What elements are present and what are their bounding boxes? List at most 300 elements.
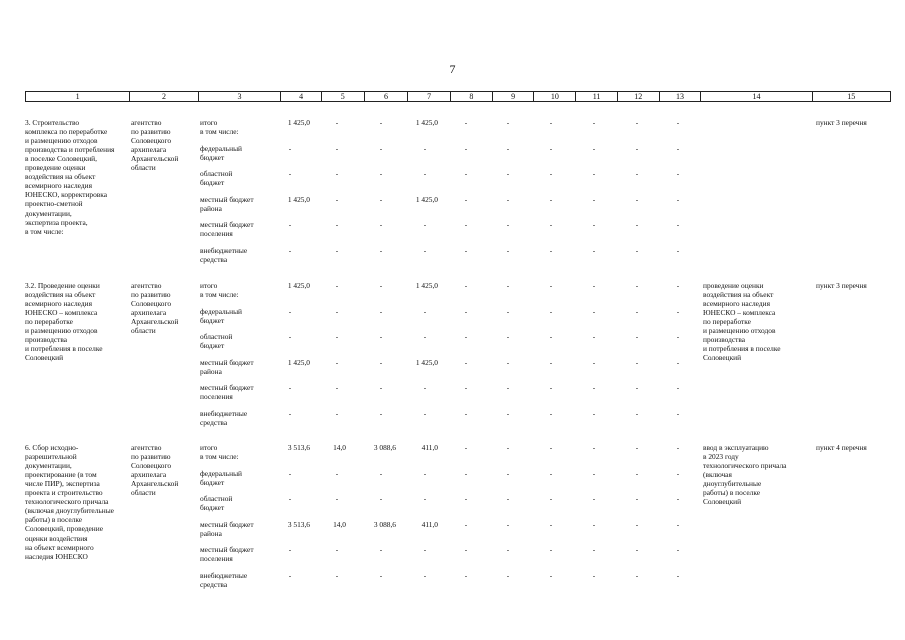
funding-source-line: местный бюджет — [200, 357, 254, 367]
empty-cell: - — [506, 357, 510, 367]
funding-source-line: итого — [200, 443, 218, 452]
value-cell-c7: 1 425,0 — [415, 357, 438, 367]
empty-cell: - — [676, 281, 680, 290]
value-cell-c5: - — [335, 194, 339, 204]
empty-cell: - — [506, 118, 510, 127]
header-col-4: 4 — [280, 92, 321, 101]
header-col-2: 2 — [129, 92, 198, 101]
agency-line: Архангельской — [131, 317, 179, 327]
result-line: проведение оценки — [703, 281, 764, 290]
empty-cell: - — [506, 194, 510, 204]
empty-cell: - — [549, 246, 553, 255]
value-cell-c4: 3 513,6 — [287, 443, 310, 452]
header-col-12: 12 — [617, 92, 659, 101]
value-cell-c5: - — [335, 383, 339, 393]
funding-source-line: района — [200, 366, 222, 376]
measure-name-line: всемирного наследия — [25, 181, 92, 191]
value-cell-c7: - — [423, 246, 427, 255]
empty-cell: - — [635, 246, 639, 255]
value-cell-c5: 14,0 — [333, 519, 346, 529]
funding-source-line: федеральный — [200, 306, 242, 316]
empty-cell: - — [506, 143, 510, 153]
measure-name-line: оценки воздействия — [25, 533, 88, 543]
empty-cell: - — [635, 169, 639, 179]
value-cell-c6: - — [379, 332, 383, 342]
value-cell-c5: - — [335, 357, 339, 367]
reference-cell: пункт 4 перечня — [816, 443, 867, 452]
measure-name-line: ЮНЕСКО – комплекса — [25, 308, 98, 318]
empty-cell: - — [506, 306, 510, 316]
result-line: (включая — [703, 470, 732, 480]
value-cell-c6: - — [379, 246, 383, 255]
empty-cell: - — [592, 220, 596, 230]
empty-cell: - — [592, 545, 596, 555]
measure-name-line: 3. Строительство — [25, 118, 80, 127]
funding-source-line: в том числе: — [200, 127, 239, 137]
value-cell-c5: 14,0 — [333, 443, 346, 452]
value-cell-c7: - — [423, 306, 427, 316]
funding-source-line: внебюджетные — [200, 409, 248, 418]
measure-name-line: в том числе: — [25, 226, 64, 236]
result-line: и потребления в поселке — [703, 344, 781, 354]
funding-source-line: района — [200, 528, 222, 538]
value-cell-c5: - — [335, 118, 339, 127]
value-cell-c6: 3 088,6 — [373, 443, 396, 452]
empty-cell: - — [549, 571, 553, 580]
value-cell-c4: 1 425,0 — [287, 194, 310, 204]
measure-name-line: комплекса по переработке — [25, 127, 108, 137]
value-cell-c7: - — [423, 409, 427, 418]
empty-cell: - — [676, 409, 680, 418]
empty-cell: - — [549, 306, 553, 316]
empty-cell: - — [676, 468, 680, 478]
measure-name-line: и размещению отходов — [25, 136, 98, 146]
funding-source-line: в том числе: — [200, 290, 239, 300]
measure-name-line: 6. Сбор исходно- — [25, 443, 79, 452]
empty-cell: - — [676, 383, 680, 393]
value-cell-c4: - — [288, 383, 292, 393]
measure-name-line: наследия ЮНЕСКО — [25, 551, 88, 561]
empty-cell: - — [506, 281, 510, 290]
value-cell-c5: - — [335, 220, 339, 230]
agency-line: по развитию — [131, 290, 171, 300]
measure-name-line: проектно-сметной — [25, 199, 83, 209]
empty-cell: - — [464, 118, 468, 127]
value-cell-c4: 1 425,0 — [287, 118, 310, 127]
header-col-15: 15 — [812, 92, 890, 101]
funding-source-line: федеральный — [200, 468, 242, 478]
value-cell-c6: - — [379, 118, 383, 127]
empty-cell: - — [635, 571, 639, 580]
measure-name-line: числе ПИР), экспертиза — [25, 479, 100, 489]
header-col-5: 5 — [321, 92, 364, 101]
empty-cell: - — [635, 519, 639, 529]
result-line: воздействия на объект — [703, 290, 774, 300]
empty-cell: - — [464, 332, 468, 342]
agency-line: агентство — [131, 281, 162, 290]
empty-cell: - — [635, 118, 639, 127]
empty-cell: - — [549, 357, 553, 367]
empty-cell: - — [464, 494, 468, 504]
empty-cell: - — [676, 357, 680, 367]
measure-name-line: воздействия на объект — [25, 290, 96, 300]
empty-cell: - — [464, 571, 468, 580]
funding-source-line: поселения — [200, 392, 233, 402]
agency-line: архипелага — [131, 470, 167, 480]
value-cell-c4: - — [288, 494, 292, 504]
agency-line: Соловецкого — [131, 136, 172, 146]
empty-cell: - — [676, 169, 680, 179]
empty-cell: - — [549, 194, 553, 204]
empty-cell: - — [592, 306, 596, 316]
measure-name-line: воздействия на объект — [25, 172, 96, 182]
empty-cell: - — [635, 357, 639, 367]
reference-cell: пункт 3 перечня — [816, 118, 867, 127]
value-cell-c5: - — [335, 332, 339, 342]
empty-cell: - — [592, 519, 596, 529]
empty-cell: - — [635, 332, 639, 342]
empty-cell: - — [635, 383, 639, 393]
header-col-9: 9 — [492, 92, 534, 101]
value-cell-c4: - — [288, 571, 292, 580]
empty-cell: - — [676, 332, 680, 342]
measure-name-line: Соловецкий — [25, 353, 64, 363]
empty-cell: - — [549, 332, 553, 342]
value-cell-c6: - — [379, 357, 383, 367]
value-cell-c4: - — [288, 143, 292, 153]
value-cell-c5: - — [335, 281, 339, 290]
funding-source-line: местный бюджет — [200, 194, 254, 204]
agency-line: архипелага — [131, 308, 167, 318]
empty-cell: - — [464, 306, 468, 316]
empty-cell: - — [592, 571, 596, 580]
result-line: технологического причала — [703, 461, 787, 471]
funding-source-line: бюджет — [200, 152, 225, 162]
measure-name-line: всемирного наследия — [25, 299, 92, 309]
value-cell-c7: - — [423, 332, 427, 342]
empty-cell: - — [549, 519, 553, 529]
empty-cell: - — [676, 306, 680, 316]
value-cell-c4: - — [288, 220, 292, 230]
measure-name-line: по переработке — [25, 317, 73, 327]
value-cell-c4: 1 425,0 — [287, 281, 310, 290]
table-header-row — [25, 91, 891, 102]
empty-cell: - — [592, 357, 596, 367]
empty-cell: - — [464, 246, 468, 255]
measure-name-line: и потребления в поселке — [25, 344, 103, 354]
value-cell-c7: 1 425,0 — [415, 194, 438, 204]
value-cell-c4: - — [288, 246, 292, 255]
value-cell-c4: - — [288, 409, 292, 418]
result-line: в 2023 году — [703, 452, 739, 462]
agency-line: Соловецкого — [131, 299, 172, 309]
empty-cell: - — [676, 220, 680, 230]
agency-line: по развитию — [131, 452, 171, 462]
value-cell-c6: - — [379, 281, 383, 290]
funding-source-line: бюджет — [200, 477, 225, 487]
empty-cell: - — [592, 169, 596, 179]
value-cell-c7: - — [423, 571, 427, 580]
value-cell-c6: - — [379, 494, 383, 504]
empty-cell: - — [464, 443, 468, 452]
value-cell-c7: - — [423, 383, 427, 393]
measure-name-line: экспертиза проекта, — [25, 217, 88, 227]
empty-cell: - — [676, 519, 680, 529]
value-cell-c7: - — [423, 220, 427, 230]
empty-cell: - — [506, 545, 510, 555]
empty-cell: - — [676, 246, 680, 255]
funding-source-line: средства — [200, 255, 228, 265]
result-line: работы) в поселке — [703, 488, 761, 498]
empty-cell: - — [549, 169, 553, 179]
empty-cell: - — [592, 383, 596, 393]
funding-source-line: бюджет — [200, 341, 225, 351]
empty-cell: - — [464, 143, 468, 153]
funding-source-line: областной — [200, 494, 233, 504]
empty-cell: - — [506, 169, 510, 179]
result-line: и размещению отходов — [703, 326, 776, 336]
funding-source-line: средства — [200, 580, 228, 590]
result-line: по переработке — [703, 317, 751, 327]
measure-name-line: ЮНЕСКО, корректировка — [25, 190, 108, 200]
empty-cell: - — [549, 409, 553, 418]
measure-name-line: документации, — [25, 461, 72, 471]
empty-cell: - — [464, 383, 468, 393]
value-cell-c7: 411,0 — [421, 443, 438, 452]
value-cell-c7: 1 425,0 — [415, 281, 438, 290]
empty-cell: - — [506, 383, 510, 393]
empty-cell: - — [549, 494, 553, 504]
header-col-8: 8 — [450, 92, 492, 101]
funding-source-line: внебюджетные — [200, 571, 248, 580]
funding-source-line: бюджет — [200, 503, 225, 513]
empty-cell: - — [635, 220, 639, 230]
empty-cell: - — [464, 468, 468, 478]
header-col-14: 14 — [700, 92, 811, 101]
value-cell-c6: - — [379, 468, 383, 478]
value-cell-c4: 1 425,0 — [287, 357, 310, 367]
empty-cell: - — [635, 143, 639, 153]
empty-cell: - — [506, 519, 510, 529]
funding-source-line: поселения — [200, 554, 233, 564]
value-cell-c5: - — [335, 571, 339, 580]
empty-cell: - — [592, 409, 596, 418]
empty-cell: - — [635, 306, 639, 316]
empty-cell: - — [676, 494, 680, 504]
header-col-3: 3 — [198, 92, 280, 101]
funding-source-line: внебюджетные — [200, 246, 248, 255]
value-cell-c6: 3 088,6 — [373, 519, 396, 529]
empty-cell: - — [549, 443, 553, 452]
empty-cell: - — [676, 143, 680, 153]
funding-source-line: федеральный — [200, 143, 242, 153]
empty-cell: - — [635, 281, 639, 290]
agency-line: Архангельской — [131, 154, 179, 164]
empty-cell: - — [676, 194, 680, 204]
empty-cell: - — [592, 332, 596, 342]
agency-line: агентство — [131, 118, 162, 127]
empty-cell: - — [676, 571, 680, 580]
empty-cell: - — [506, 443, 510, 452]
empty-cell: - — [464, 169, 468, 179]
empty-cell: - — [592, 194, 596, 204]
measure-name-line: разрешительной — [25, 452, 77, 462]
empty-cell: - — [635, 409, 639, 418]
funding-source-line: в том числе: — [200, 452, 239, 462]
value-cell-c7: - — [423, 169, 427, 179]
empty-cell: - — [506, 571, 510, 580]
empty-cell: - — [676, 443, 680, 452]
empty-cell: - — [635, 468, 639, 478]
funding-source-line: итого — [200, 118, 218, 127]
result-line: ввод в эксплуатацию — [703, 443, 769, 452]
empty-cell: - — [635, 545, 639, 555]
measure-name-line: 3.2. Проведение оценки — [25, 281, 100, 290]
result-line: производства — [703, 335, 746, 345]
measure-name-line: работы) в поселке — [25, 515, 83, 525]
agency-line: области — [131, 163, 156, 173]
empty-cell: - — [635, 194, 639, 204]
empty-cell: - — [635, 443, 639, 452]
empty-cell: - — [592, 246, 596, 255]
empty-cell: - — [549, 545, 553, 555]
funding-source-line: бюджет — [200, 178, 225, 188]
agency-line: по развитию — [131, 127, 171, 137]
result-line: ЮНЕСКО – комплекса — [703, 308, 776, 318]
measure-name-line: на объект всемирного — [25, 542, 94, 552]
result-line: Соловецкий — [703, 497, 742, 507]
funding-source-line: района — [200, 203, 222, 213]
value-cell-c6: - — [379, 169, 383, 179]
measure-name-line: и размещению отходов — [25, 326, 98, 336]
header-col-13: 13 — [659, 92, 701, 101]
header-col-10: 10 — [533, 92, 575, 101]
empty-cell: - — [549, 220, 553, 230]
value-cell-c4: - — [288, 332, 292, 342]
measure-name-line: технологического причала — [25, 497, 109, 507]
funding-source-line: областной — [200, 332, 233, 342]
value-cell-c5: - — [335, 494, 339, 504]
header-col-1: 1 — [75, 92, 80, 101]
empty-cell: - — [464, 545, 468, 555]
funding-source-line: итого — [200, 281, 218, 290]
empty-cell: - — [592, 118, 596, 127]
empty-cell: - — [464, 519, 468, 529]
funding-source-line: средства — [200, 418, 228, 428]
funding-source-line: местный бюджет — [200, 545, 254, 555]
empty-cell: - — [549, 143, 553, 153]
empty-cell: - — [506, 409, 510, 418]
value-cell-c5: - — [335, 169, 339, 179]
funding-source-line: поселения — [200, 229, 233, 239]
measure-name-line: документации, — [25, 208, 72, 218]
agency-line: Архангельской — [131, 479, 179, 489]
value-cell-c4: - — [288, 306, 292, 316]
value-cell-c6: - — [379, 143, 383, 153]
empty-cell: - — [464, 409, 468, 418]
measure-name-line: производства — [25, 335, 68, 345]
value-cell-c7: - — [423, 143, 427, 153]
empty-cell: - — [592, 494, 596, 504]
value-cell-c6: - — [379, 383, 383, 393]
page-number: 7 — [449, 62, 456, 76]
empty-cell: - — [635, 494, 639, 504]
measure-name-line: (включая дноуглубительные — [25, 506, 114, 516]
empty-cell: - — [549, 468, 553, 478]
value-cell-c7: - — [423, 468, 427, 478]
funding-source-line: местный бюджет — [200, 220, 254, 230]
value-cell-c6: - — [379, 409, 383, 418]
agency-line: агентство — [131, 443, 162, 452]
value-cell-c4: - — [288, 545, 292, 555]
measure-name-line: проектирование (в том — [25, 470, 97, 480]
result-line: Соловецкий — [703, 353, 742, 363]
empty-cell: - — [506, 220, 510, 230]
value-cell-c4: - — [288, 169, 292, 179]
value-cell-c4: - — [288, 468, 292, 478]
header-col-11: 11 — [575, 92, 617, 101]
result-line: дноуглубительные — [703, 479, 762, 489]
empty-cell: - — [464, 281, 468, 290]
empty-cell: - — [549, 281, 553, 290]
funding-source-line: областной — [200, 169, 233, 179]
value-cell-c6: - — [379, 220, 383, 230]
empty-cell: - — [464, 220, 468, 230]
empty-cell: - — [506, 494, 510, 504]
agency-line: области — [131, 326, 156, 336]
empty-cell: - — [676, 545, 680, 555]
measure-name-line: проведение оценки — [25, 163, 86, 173]
empty-cell: - — [676, 118, 680, 127]
header-col-7: 7 — [407, 92, 450, 101]
value-cell-c5: - — [335, 545, 339, 555]
result-line: всемирного наследия — [703, 299, 770, 309]
empty-cell: - — [506, 246, 510, 255]
empty-cell: - — [506, 468, 510, 478]
empty-cell: - — [549, 383, 553, 393]
funding-source-line: бюджет — [200, 315, 225, 325]
agency-line: области — [131, 488, 156, 498]
measure-name-line: Соловецкий, проведение — [25, 524, 103, 534]
agency-line: архипелага — [131, 145, 167, 155]
value-cell-c5: - — [335, 306, 339, 316]
measure-name-line: в поселке Соловецкий, — [25, 154, 97, 164]
empty-cell: - — [592, 143, 596, 153]
empty-cell: - — [592, 281, 596, 290]
value-cell-c6: - — [379, 306, 383, 316]
value-cell-c7: 1 425,0 — [415, 118, 438, 127]
measure-name-line: производства и потребления — [25, 145, 115, 155]
value-cell-c5: - — [335, 246, 339, 255]
value-cell-c7: - — [423, 494, 427, 504]
agency-line: Соловецкого — [131, 461, 172, 471]
reference-cell: пункт 3 перечня — [816, 281, 867, 290]
empty-cell: - — [592, 468, 596, 478]
empty-cell: - — [549, 118, 553, 127]
value-cell-c4: 3 513,6 — [287, 519, 310, 529]
funding-source-line: местный бюджет — [200, 519, 254, 529]
measure-name-line: проекта и строительство — [25, 488, 103, 498]
value-cell-c5: - — [335, 143, 339, 153]
empty-cell: - — [592, 443, 596, 452]
value-cell-c6: - — [379, 545, 383, 555]
empty-cell: - — [506, 332, 510, 342]
header-col-6: 6 — [364, 92, 408, 101]
value-cell-c5: - — [335, 409, 339, 418]
empty-cell: - — [464, 357, 468, 367]
value-cell-c7: 411,0 — [421, 519, 438, 529]
value-cell-c6: - — [379, 571, 383, 580]
